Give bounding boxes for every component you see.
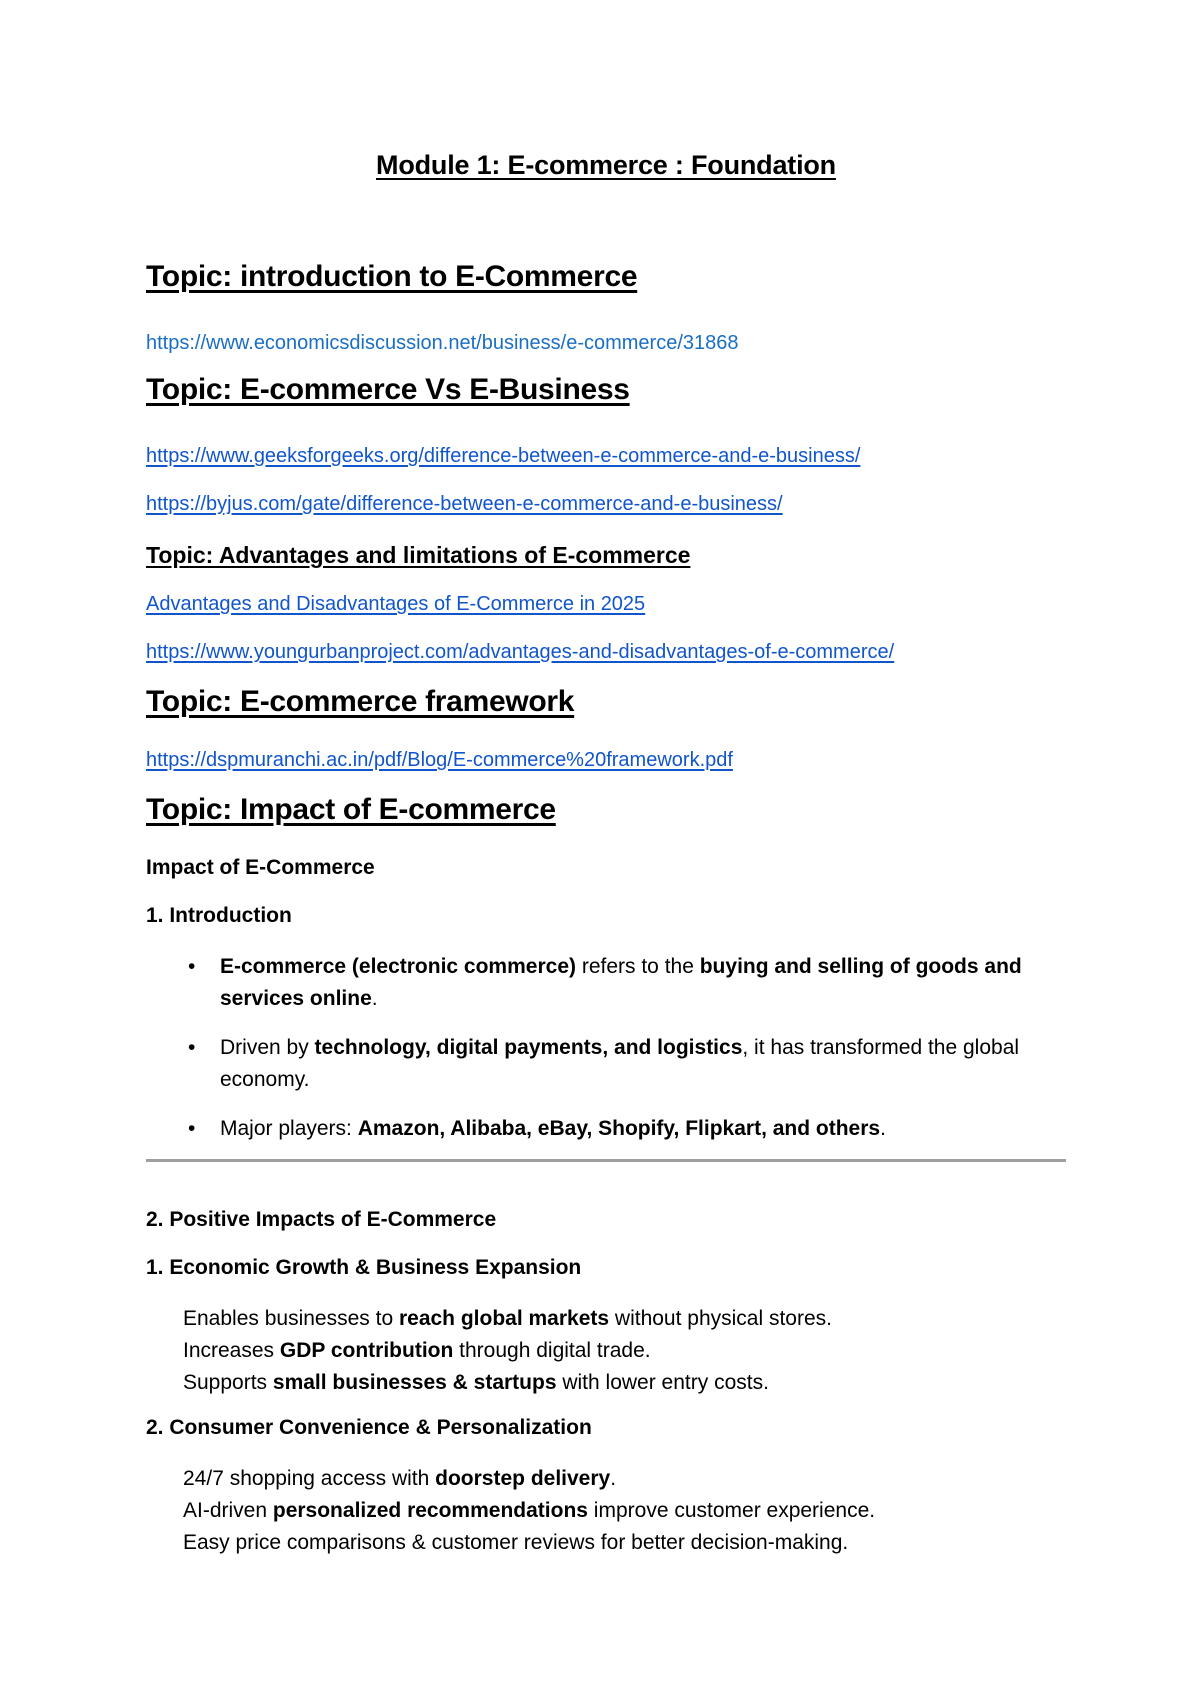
bullet-item bbox=[146, 1113, 1066, 1145]
bold-text-run: E-commerce (electronic commerce) bbox=[220, 955, 576, 978]
consumer-convenience-lines bbox=[146, 1463, 1066, 1559]
bullet-item bbox=[146, 951, 1066, 1015]
text-run: Major players: bbox=[220, 1117, 358, 1140]
text-run: Supports bbox=[183, 1371, 273, 1394]
introduction-heading: 1. Introduction bbox=[146, 904, 292, 927]
positive-impacts-heading: 2. Positive Impacts of E-Commerce bbox=[146, 1208, 497, 1231]
topic-heading-framework: Topic: E-commerce framework bbox=[146, 685, 575, 718]
bold-text-run: GDP contribution bbox=[279, 1339, 454, 1362]
introduction-bullets bbox=[146, 951, 1066, 1145]
text-run: with lower entry costs. bbox=[556, 1371, 769, 1394]
link-economicsdiscussion[interactable]: https://www.economicsdiscussion.net/business/e-commerce/31868 bbox=[146, 332, 739, 354]
text-run: refers to the bbox=[576, 955, 700, 978]
text-run: Increases bbox=[183, 1339, 280, 1362]
document-title: Module 1: E-commerce : Foundation bbox=[376, 150, 836, 180]
link-geeksforgeeks[interactable]: https://www.geeksforgeeks.org/difference-between-e-commerce-and-e-business/ bbox=[146, 445, 861, 467]
text-run: Easy price comparisons & customer reviews for better decision-making. bbox=[183, 1531, 849, 1554]
topic-heading-ecommerce-vs-ebusiness: Topic: E-commerce Vs E-Business bbox=[146, 373, 630, 406]
bullet-symbol: • bbox=[188, 1036, 196, 1059]
text-run: Enables businesses to bbox=[183, 1307, 399, 1330]
text-run: AI-driven bbox=[183, 1499, 273, 1522]
topic-heading-introduction: Topic: introduction to E-Commerce bbox=[146, 260, 638, 293]
text-run: Driven by bbox=[220, 1036, 315, 1059]
bold-text-run: Amazon, Alibaba, eBay, Shopify, Flipkart, and others bbox=[357, 1117, 881, 1140]
impact-title: Impact of E-Commerce bbox=[146, 856, 375, 879]
horizontal-divider bbox=[146, 1159, 1066, 1162]
bullet-symbol: • bbox=[188, 1117, 196, 1140]
bold-text-run: reach global markets bbox=[398, 1307, 610, 1330]
bold-text-run: doorstep delivery bbox=[435, 1467, 611, 1490]
text-run: . bbox=[371, 987, 378, 1010]
link-advantages-2025[interactable]: Advantages and Disadvantages of E-Commerce in 2025 bbox=[146, 593, 646, 615]
text-run: , it has transformed the global economy. bbox=[220, 1036, 1020, 1091]
topic-heading-advantages-limitations: Topic: Advantages and limitations of E-commerce bbox=[146, 542, 691, 568]
bullet-item bbox=[146, 1032, 1066, 1096]
bold-text-run: technology, digital payments, and logistics bbox=[314, 1036, 743, 1059]
link-youngurbanproject[interactable]: https://www.youngurbanproject.com/advantages-and-disadvantages-of-e-commerce/ bbox=[146, 641, 895, 663]
text-run: . bbox=[610, 1467, 617, 1490]
text-run: through digital trade. bbox=[453, 1339, 651, 1362]
text-line bbox=[183, 1527, 1066, 1559]
text-line bbox=[183, 1495, 1066, 1527]
text-run: 24/7 shopping access with bbox=[183, 1467, 436, 1490]
link-byjus[interactable]: https://byjus.com/gate/difference-between-e-commerce-and-e-business/ bbox=[146, 493, 783, 515]
text-line bbox=[183, 1335, 1066, 1367]
text-line bbox=[183, 1303, 1066, 1335]
bold-text-run: small businesses & startups bbox=[272, 1371, 557, 1394]
consumer-convenience-heading: 2. Consumer Convenience & Personalization bbox=[146, 1416, 592, 1439]
bullet-symbol: • bbox=[188, 955, 196, 978]
text-line bbox=[183, 1463, 1066, 1495]
text-run: improve customer experience. bbox=[587, 1499, 876, 1522]
bold-text-run: personalized recommendations bbox=[272, 1499, 588, 1522]
link-dspmuranchi[interactable]: https://dspmuranchi.ac.in/pdf/Blog/E-commerce%20framework.pdf bbox=[146, 749, 733, 771]
economic-growth-lines bbox=[146, 1303, 1066, 1399]
topic-heading-impact: Topic: Impact of E-commerce bbox=[146, 793, 556, 826]
economic-growth-heading: 1. Economic Growth & Business Expansion bbox=[146, 1256, 582, 1279]
text-line bbox=[183, 1367, 1066, 1399]
text-run: without physical stores. bbox=[609, 1307, 832, 1330]
bold-text-run: buying and selling of goods and services online bbox=[220, 955, 1022, 1010]
text-run: . bbox=[880, 1117, 886, 1140]
